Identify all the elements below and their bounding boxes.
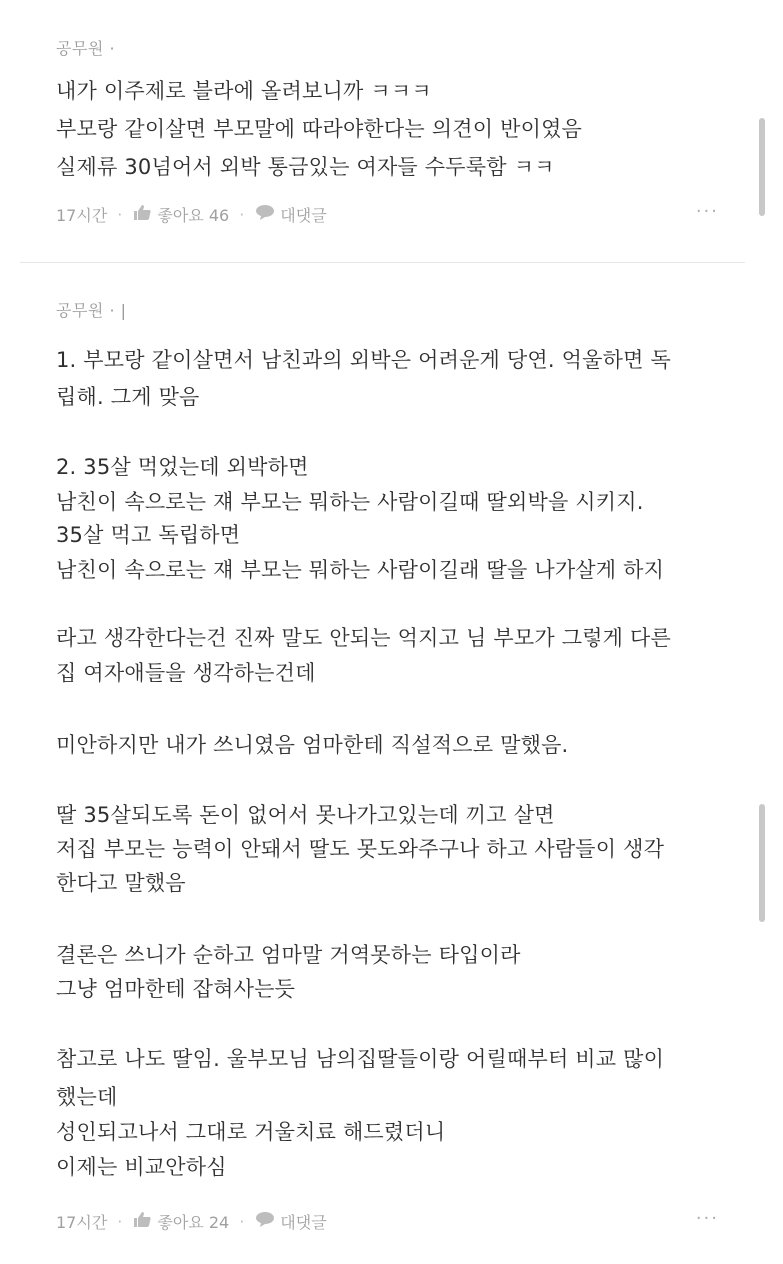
comment-line: 참고로 나도 딸임. 울부모님 남의집딸들이랑 어릴때부터 비교 많이 — [56, 1047, 665, 1071]
comment-line: 이제는 비교안하심 — [56, 1155, 227, 1179]
comment-meta — [56, 1210, 327, 1233]
comment-line: 1. 부모랑 같이살면서 남친과의 외박은 어려운게 당연. 억울하면 독 — [56, 348, 671, 372]
comment-time: 17시간 — [56, 1213, 108, 1232]
meta-separator: · — [239, 1212, 245, 1231]
meta-separator: · — [117, 205, 123, 224]
scrollbar-thumb[interactable] — [759, 118, 765, 216]
more-options-icon[interactable]: ··· — [695, 201, 719, 222]
comment-line: 라고 생각한다는건 진짜 말도 안되는 억지고 님 부모가 그렇게 다른 — [56, 626, 671, 650]
comment-line: 35살 먹고 독립하면 — [56, 523, 241, 547]
reply-button[interactable]: 대댓글 — [280, 206, 327, 225]
comment-line: 부모랑 같이살면 부모말에 따라야한다는 의견이 반이였음 — [56, 117, 583, 141]
comment-line: 했는데 — [56, 1085, 118, 1109]
comment-line: 결론은 쓰니가 순하고 엄마말 거역못하는 타입이라 — [56, 943, 521, 967]
speech-bubble-icon[interactable] — [256, 1212, 274, 1231]
comment-line: 딸 35살되도록 돈이 없어서 못나가고있는데 끼고 살면 — [56, 803, 555, 827]
comment-line: 실제류 30넘어서 외박 통금있는 여자들 수두룩함 ㅋㅋ — [56, 155, 555, 179]
comment-line: 그냥 엄마한테 잡혀사는듯 — [56, 977, 296, 1001]
comment-line: 집 여자애들을 생각하는건데 — [56, 661, 316, 685]
comment-line: 한다고 말했음 — [56, 871, 186, 895]
comment-line: 저집 부모는 능력이 안돼서 딸도 못도와주구나 하고 사람들이 생각 — [56, 837, 665, 861]
thumbs-up-icon[interactable] — [134, 1212, 151, 1231]
comment-line: 성인되고나서 그대로 거울치료 해드렸더니 — [56, 1120, 446, 1144]
like-button[interactable]: 좋아요 46 — [157, 206, 230, 225]
meta-separator: · — [239, 205, 245, 224]
comment-line: 2. 35살 먹었는데 외박하면 — [56, 455, 309, 479]
comment-line: 미안하지만 내가 쓰니였음 엄마한테 직설적으로 말했음. — [56, 733, 569, 757]
comment-time: 17시간 — [56, 206, 108, 225]
comment-line: 내가 이주제로 블라에 올려보니까 ㅋㅋㅋ — [56, 79, 432, 103]
comment-line: 남친이 속으로는 쟤 부모는 뭐하는 사람이길때 딸외박을 시키지. — [56, 490, 644, 514]
scrollbar-thumb[interactable] — [759, 804, 765, 922]
like-button[interactable]: 좋아요 24 — [157, 1213, 230, 1232]
more-options-icon[interactable]: ··· — [695, 1208, 719, 1229]
reply-button[interactable]: 대댓글 — [280, 1213, 327, 1232]
comment-author[interactable]: 공무원 · — [56, 39, 116, 58]
comment-author[interactable]: 공무원 · | — [56, 301, 127, 320]
comment-line: 남친이 속으로는 쟤 부모는 뭐하는 사람이길래 딸을 나가살게 하지 — [56, 558, 665, 582]
comment-line: 립해. 그게 맞음 — [56, 385, 200, 409]
meta-separator: · — [117, 1212, 123, 1231]
